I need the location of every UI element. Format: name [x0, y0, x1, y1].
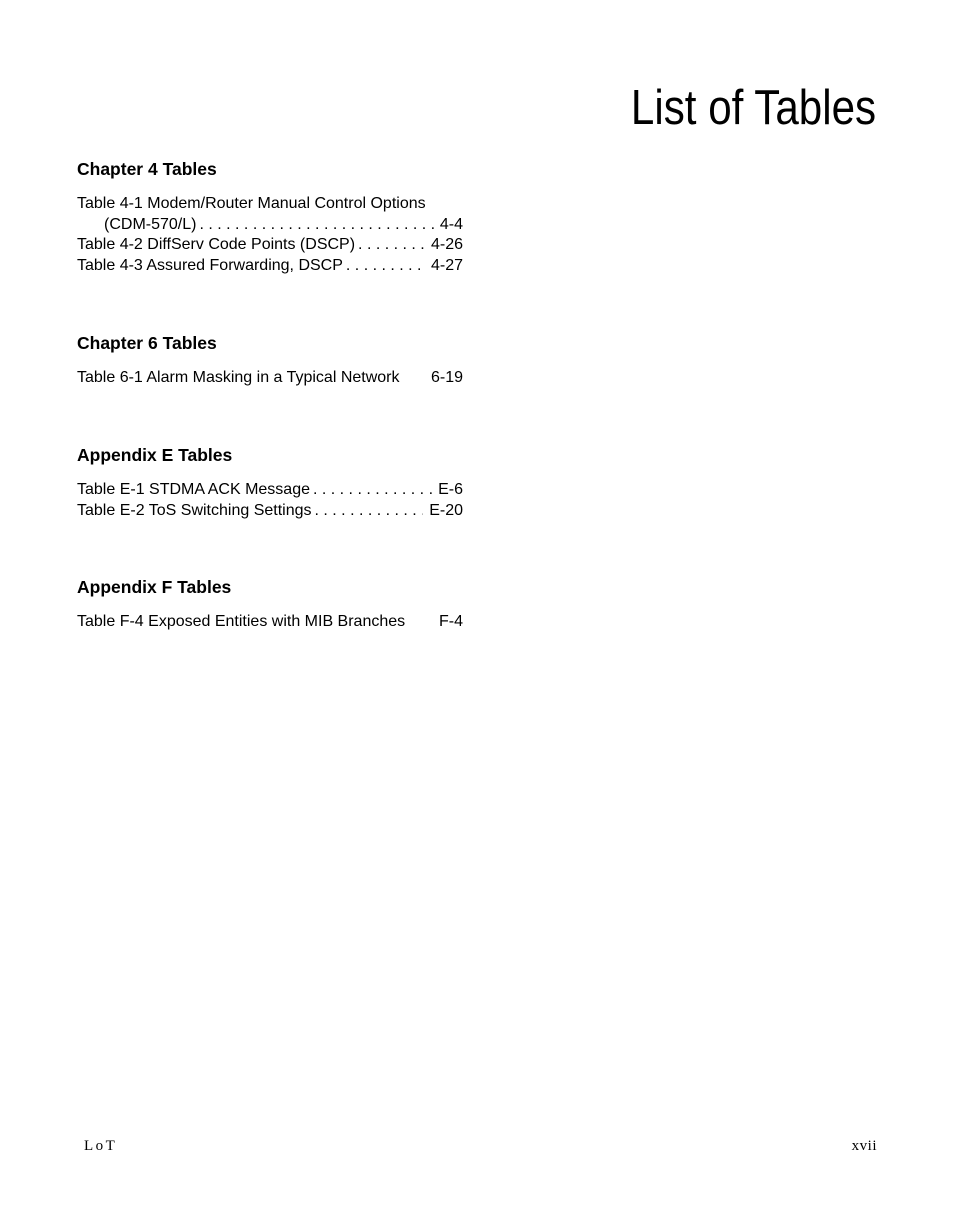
- toc-entry-table-e-1[interactable]: [77, 480, 463, 501]
- entry-title: Table 6-1 Alarm Masking in a Typical Network: [77, 369, 400, 386]
- entry-page-number: E-20: [429, 501, 463, 519]
- entry-title: Table 4-1 Modem/Router Manual Control Options: [77, 195, 426, 212]
- entry-title: Table E-2 ToS Switching Settings: [77, 501, 312, 519]
- toc-entry-table-4-3[interactable]: [77, 256, 463, 277]
- entry-page-number: E-6: [438, 481, 463, 498]
- entry-page-number: 4-27: [430, 256, 463, 274]
- toc-entry-table-4-1[interactable]: [77, 194, 463, 235]
- entry-page-number: 6-19: [430, 369, 463, 386]
- footer-section-label: LoT: [84, 1138, 118, 1154]
- toc-entry-table-e-2[interactable]: [77, 501, 463, 522]
- section-heading: Chapter 4 Tables: [77, 159, 217, 179]
- entry-list: [77, 194, 463, 276]
- section-heading: Appendix F Tables: [77, 577, 232, 597]
- entry-page-number: 4-4: [439, 215, 463, 233]
- dot-leader: [343, 256, 425, 277]
- entry-title-continued: (CDM-570/L): [104, 215, 197, 233]
- toc-entry-table-6-1[interactable]: [77, 368, 463, 389]
- entry-list: [77, 612, 463, 633]
- section-chapter-4: [77, 158, 463, 274]
- section-appendix-f: [77, 576, 463, 630]
- footer-page-number: xvii: [851, 1138, 877, 1154]
- toc-entry-table-f-4[interactable]: [77, 612, 463, 633]
- section-heading: Chapter 6 Tables: [77, 333, 217, 353]
- dot-leader: [355, 235, 425, 256]
- entry-title: Table F-4 Exposed Entities with MIB Branches: [77, 613, 406, 630]
- dot-leader: [310, 480, 432, 501]
- entry-title: Table 4-2 DiffServ Code Points (DSCP): [77, 236, 356, 253]
- entry-list: [77, 480, 463, 521]
- dot-leader: [196, 215, 433, 236]
- section-heading: Appendix E Tables: [77, 445, 233, 465]
- section-chapter-6: [77, 332, 463, 386]
- entry-title: Table E-1 STDMA ACK Message: [77, 481, 310, 498]
- toc-entry-table-4-2[interactable]: [77, 235, 463, 256]
- section-appendix-e: [77, 444, 463, 519]
- entry-page-number: 4-26: [430, 236, 463, 253]
- entry-page-number: F-4: [439, 613, 463, 630]
- entry-title: Table 4-3 Assured Forwarding, DSCP: [77, 256, 343, 274]
- entry-list: [77, 368, 463, 389]
- page-title: List of Tables: [630, 81, 876, 135]
- dot-leader: [312, 501, 424, 522]
